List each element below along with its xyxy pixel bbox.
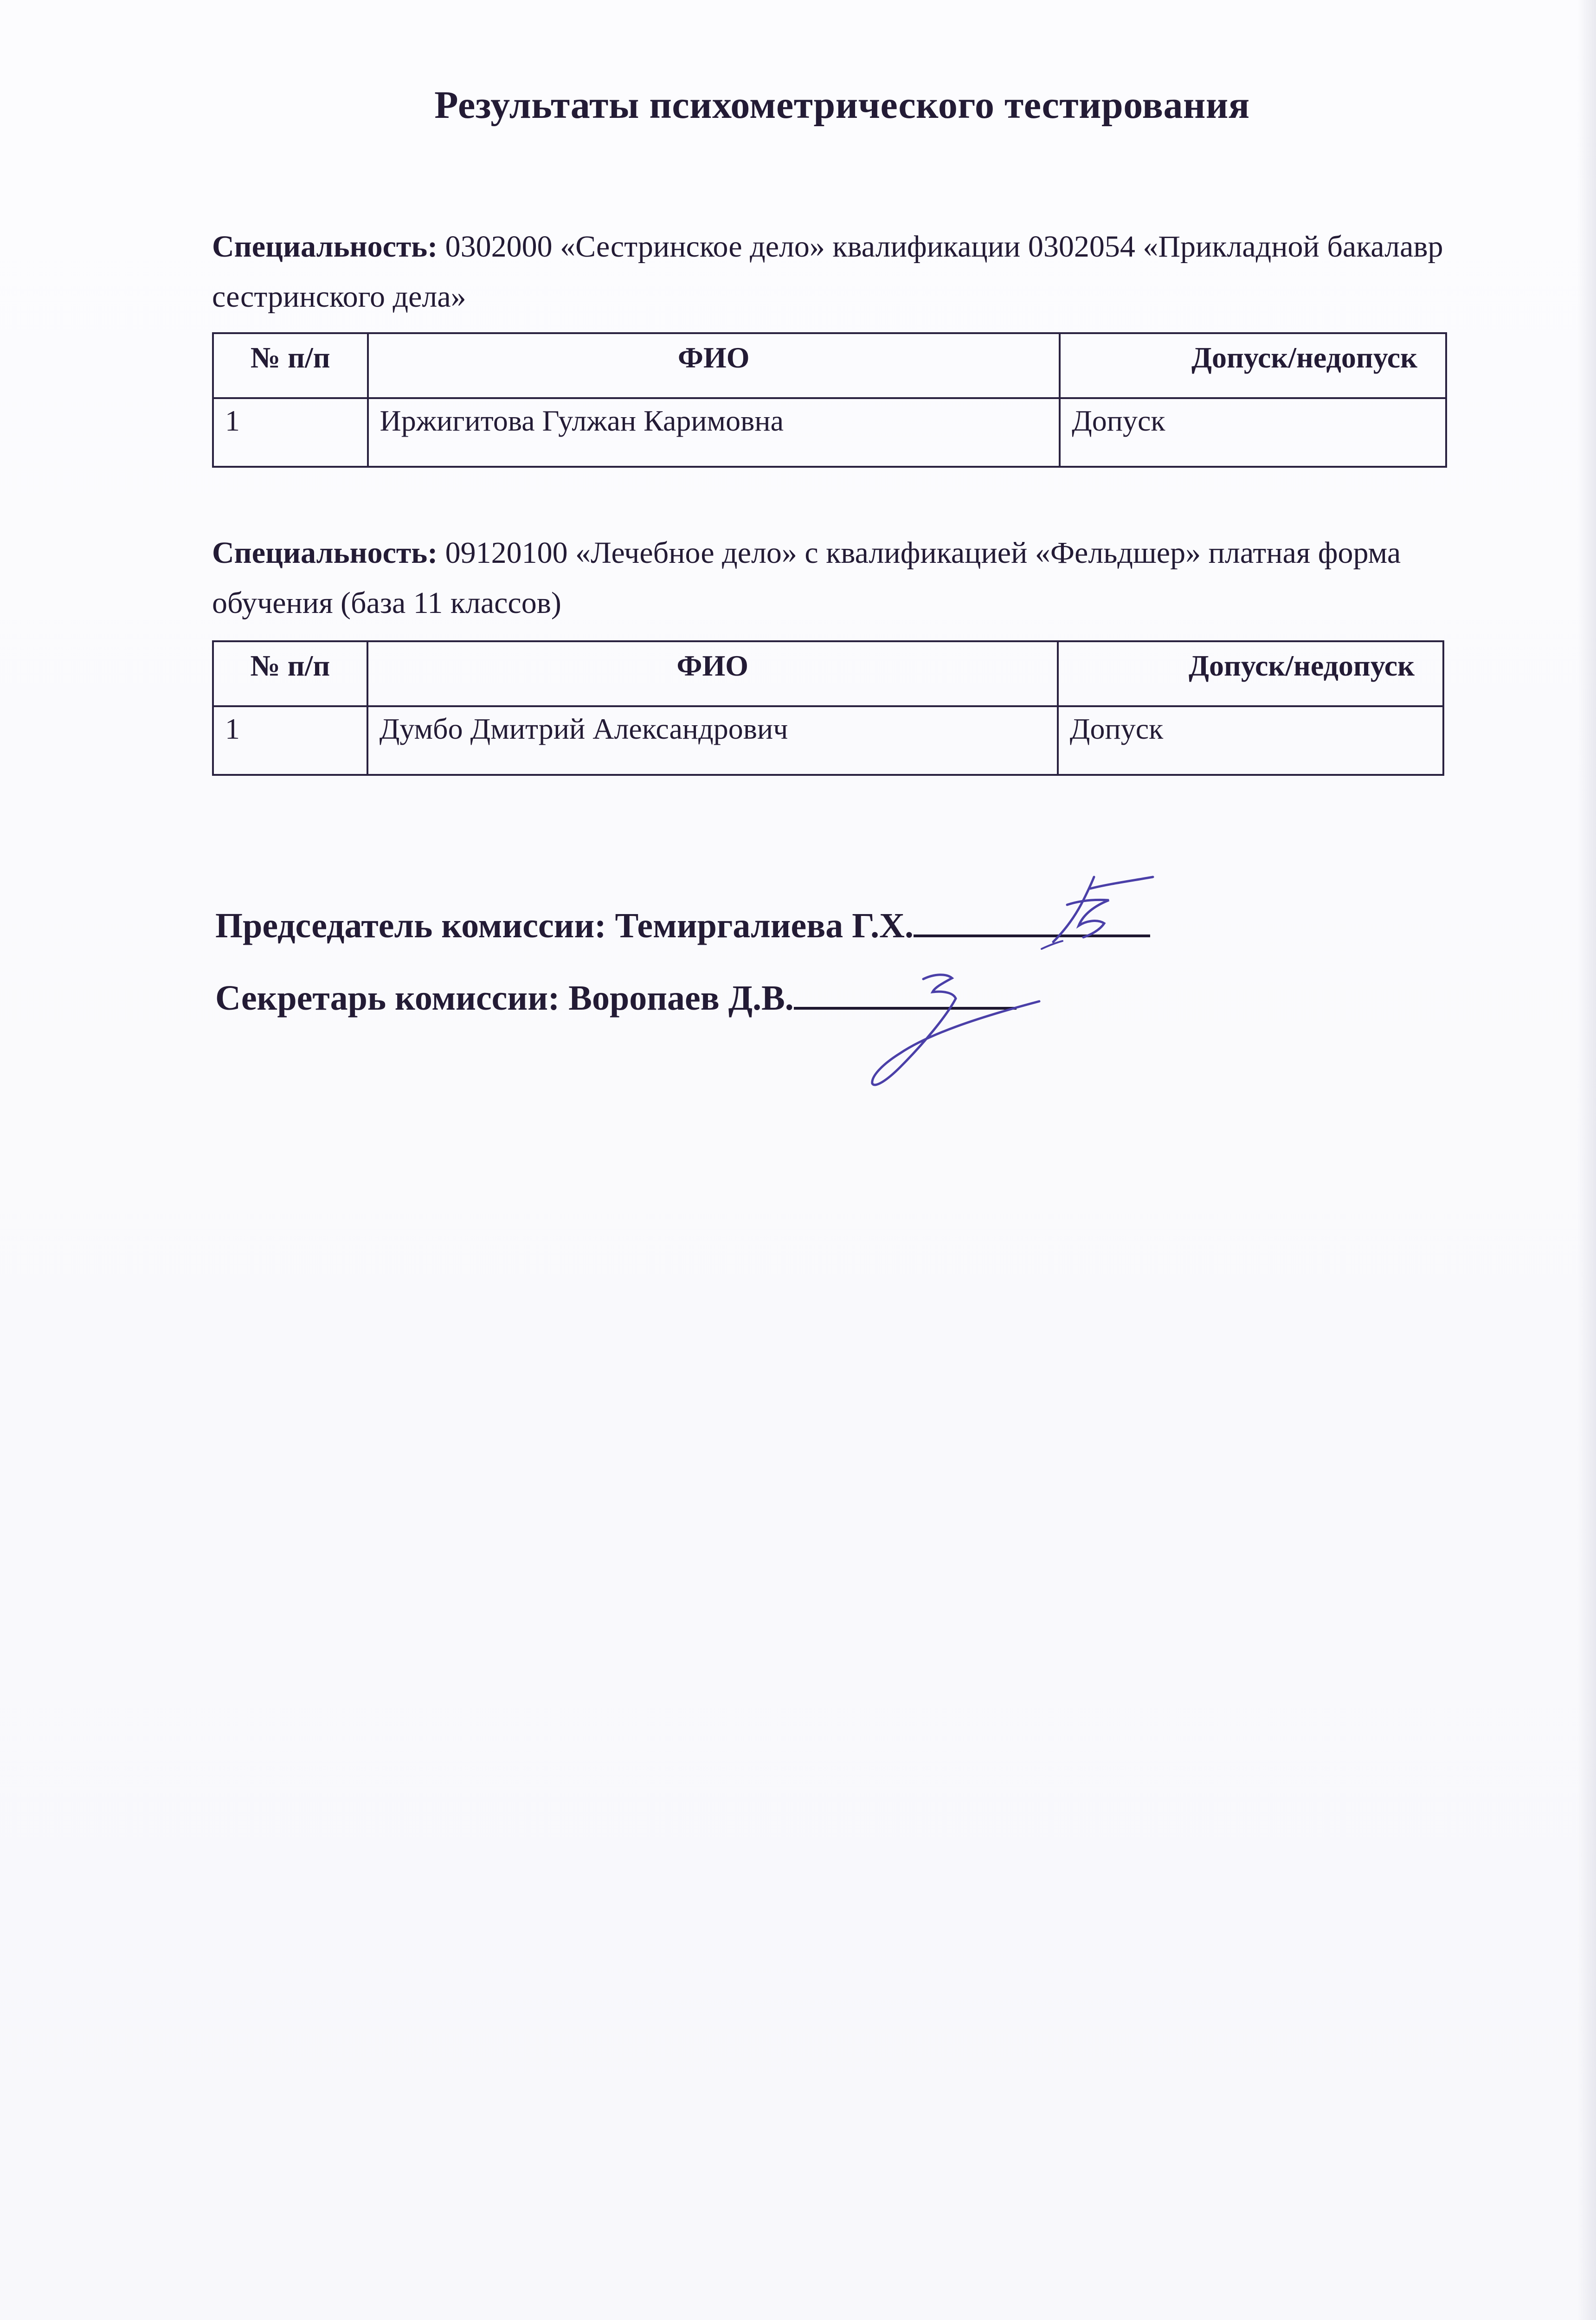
- header-admission: Допуск/недопуск: [1060, 333, 1446, 398]
- secretary-handwritten-signature: [854, 965, 1049, 1095]
- results-table-1: [212, 332, 1447, 468]
- specialty-2-text: 09120100 «Лечебное дело» с квалификацией «Фельдшер» платная форма обучения (база 11 классов): [212, 536, 1401, 620]
- header-number: № п/п: [213, 333, 368, 398]
- cell-fio: Иржигитова Гулжан Каримовна: [368, 398, 1060, 467]
- table-header-row: [213, 641, 1443, 706]
- table-row: [213, 706, 1443, 775]
- table-header-row: [213, 333, 1446, 398]
- chair-label: Председатель комиссии: Темиргалиева Г.Х.: [215, 906, 914, 945]
- table-row: [213, 398, 1446, 467]
- cell-number: 1: [213, 398, 368, 467]
- page-edge-shadow: [1577, 0, 1596, 2320]
- cell-admission: Допуск: [1058, 706, 1443, 775]
- specialty-1-label: Специальность:: [212, 230, 438, 264]
- specialty-1: [212, 222, 1493, 322]
- secretary-label: Секретарь комиссии: Воропаев Д.В.: [215, 979, 794, 1018]
- chair-signature-line: [215, 906, 1150, 946]
- header-admission: Допуск/недопуск: [1058, 641, 1443, 706]
- cell-fio: Думбо Дмитрий Александрович: [367, 706, 1058, 775]
- chair-handwritten-signature: [1039, 872, 1160, 960]
- results-table-2: [212, 640, 1444, 776]
- specialty-2-label: Специальность:: [212, 536, 438, 570]
- header-number: № п/п: [213, 641, 367, 706]
- cell-number: 1: [213, 706, 367, 775]
- header-fio: ФИО: [367, 641, 1058, 706]
- specialty-2: [212, 528, 1493, 628]
- header-fio: ФИО: [368, 333, 1060, 398]
- page-title: Результаты психометрического тестирования: [434, 84, 1250, 127]
- cell-admission: Допуск: [1060, 398, 1446, 467]
- specialty-1-text: 0302000 «Сестринское дело» квалификации 0302054 «Прикладной бакалавр сестринского дела»: [212, 230, 1443, 314]
